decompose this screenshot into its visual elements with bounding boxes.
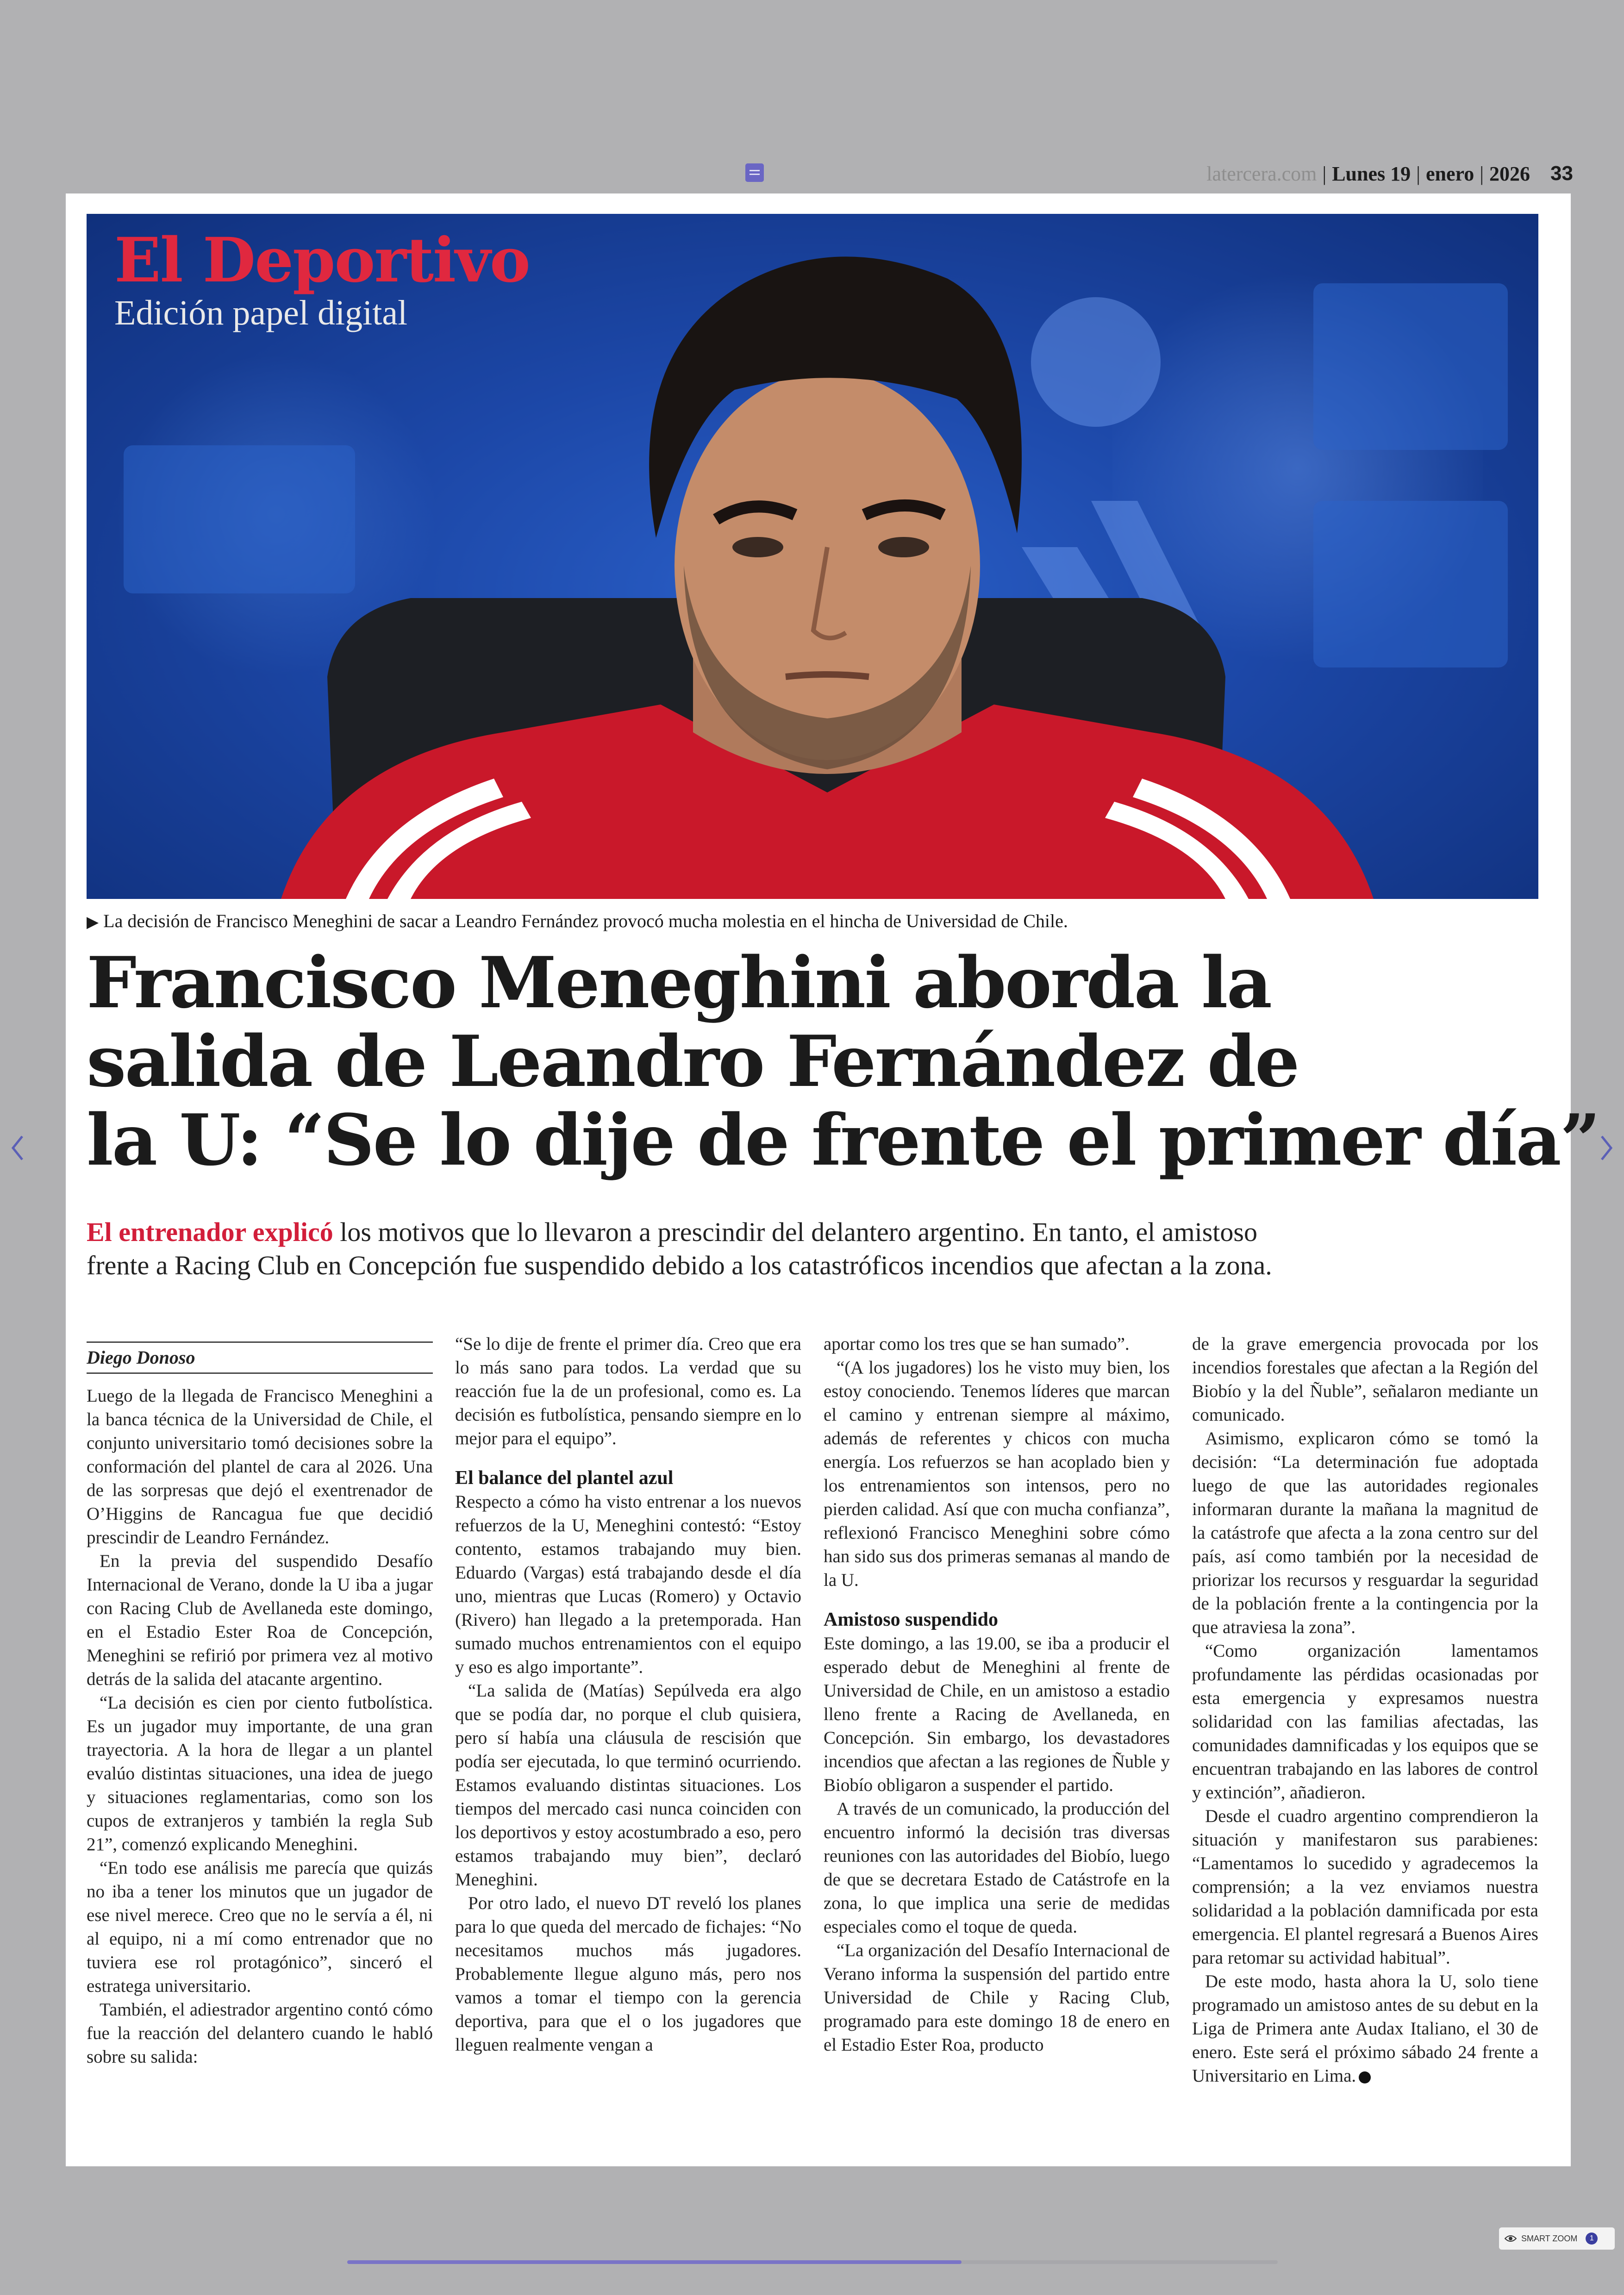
smart-zoom-label: SMART ZOOM (1521, 2233, 1578, 2243)
article-lede: El entrenador explicó los motivos que lo llevaron a prescindir del delantero argentino. En tanto, el amistoso frente a Racing Club en Concepción fue suspendido debido a los catastróficos incendios que afectan a la zona. (87, 1217, 1272, 1280)
paragraph: Luego de la llegada de Francisco Meneghini a la banca técnica de la Universidad de Chile, el conjunto universitario tomó decisiones sobre la conformación del plantel de cara al 2026. Una de las sorpresas que dejó el exentrenador de O’Higgins de Rancagua fue que decidió prescindir de Leandro Fernández. (87, 1386, 433, 1547)
paragraph: Por otro lado, el nuevo DT reveló los planes para lo que queda del mercado de fichajes: “No necesitamos muchos más jugadores. Probablemente llegue alguno más, pero nos vamos a tomar el tiempo con la gerencia deportiva, para que el o los jugadores que lleguen realmente vengan a (455, 1893, 801, 2055)
paragraph: de la grave emergencia provocada por los incendios forestales que afectan a la Región del Biobío y la del Ñuble”, señalaron mediante un comunicado. (1192, 1334, 1538, 1425)
paragraph: De este modo, hasta ahora la U, solo tiene programado un amistoso antes de su debut en la Liga de Primera ante Audax Italiano, el 30 de enero. Este será el próximo sábado 24 frente a Universitario en Lima. (1192, 1971, 1538, 2086)
paragraph: “La decisión es cien por ciento futbolística. Es un jugador muy importante, de una gran trayectoria. A la hora de llegar a un plantel evalúo distintas situaciones, una idea de juego y situaciones reglamentarias, como son los cupos de extranjeros y también la regla Sub 21”, comenzó explicando Meneghini. (87, 1693, 433, 1854)
subhead: Amistoso suspendido (824, 1609, 998, 1630)
end-mark-icon (1359, 2071, 1371, 2083)
brand-subtitle: Edición papel digital (114, 293, 408, 332)
headline-line: la U: “Se lo dije de frente el primer día” (87, 1098, 1599, 1181)
photo-caption: ▶ La decisión de Francisco Meneghini de sacar a Leandro Fernández provocó mucha molestia en el hincha de Universidad de Chile. (87, 911, 1068, 931)
brand-block (114, 225, 530, 333)
reading-progress-fill (347, 2260, 962, 2264)
prev-page-button[interactable] (8, 1132, 27, 1164)
article-photo (87, 214, 1538, 899)
lede-highlight: El entrenador explicó (87, 1217, 333, 1247)
paragraph: “(A los jugadores) los he visto muy bien, los estoy conociendo. Tenemos líderes que marcan el camino y entrenan siempre al máximo, además de referentes y chicos con mucha energía. Los refuerzos se han acoplado bien y los entrenamientos son intensos, pero no pierden calidad. Así que con mucha confianza”, reflexionó Francisco Meneghini sobre cómo han sido sus dos primeras semanas al mando de la U. (824, 1358, 1170, 1590)
paragraph: “En todo ese análisis me parecía que quizás no iba a tener los minutos que un jugador de ese nivel merece. Creo que no le servía a él, ni al equipo, ni a mí como entrenador que no tuviera ese rol protagónico”, sinceró el estratega universitario. (87, 1858, 433, 1996)
byline: Diego Donoso (87, 1341, 433, 1374)
caption-arrow-icon: ▶ (87, 914, 99, 931)
paragraph: “Se lo dije de frente el primer día. Creo que era lo más sano para todos. La verdad que su reacción fue la de un profesional, como es. La decisión es futbolística, pensando siempre en lo mejor para el equipo”. (455, 1334, 801, 1448)
text-column-3 (824, 1332, 1170, 2147)
header-year: 2026 (1489, 162, 1530, 185)
text-column-4 (1192, 1332, 1538, 2147)
paragraph: aportar como los tres que se han sumado”. (824, 1334, 1130, 1354)
paragraph: Desde el cuadro argentino comprendieron la situación y manifestaron sus parabienes: “Lamentamos lo sucedido y agradecemos la comprensión; a la vez enviamos nuestra solidaridad a la población damnificada por esta emergencia. El plantel regresará a Buenos Aires para retomar su actividad habitual”. (1192, 1806, 1538, 1968)
smart-zoom-button[interactable] (1499, 2227, 1615, 2250)
paragraph: Este domingo, a las 19.00, se iba a producir el esperado debut de Meneghini al frente de Universidad de Chile, en un amistoso a estadio lleno frente a Racing de Avellaneda, en Concepción. Sin embargo, los devastadores incendios que afectan a las regiones de Ñuble y Biobío obligaron a suspender el partido. (824, 1634, 1170, 1795)
text-column-1 (87, 1332, 433, 2147)
site-name: latercera.com (1206, 162, 1317, 185)
paragraph: También, el adiestrador argentino contó cómo fue la reacción del delantero cuando le habló sobre su salida: (87, 2000, 433, 2067)
article-headline (87, 941, 1599, 1181)
header-month: enero (1425, 162, 1474, 185)
text-column-2 (455, 1332, 801, 2147)
page-number: 33 (1550, 162, 1573, 185)
paragraph: En la previa del suspendido Desafío Internacional de Verano, donde la U iba a jugar con Racing Club de Avellaneda este domingo, en el Estadio Ester Roa de Concepción, Meneghini se refirió por primera vez al motivo detrás de la salida del atacante argentino. (87, 1551, 433, 1689)
headline-line: Francisco Meneghini aborda la (87, 941, 1271, 1024)
page-header: latercera.com | Lunes 19 | enero | 2026 33 (1206, 162, 1573, 185)
chevron-right-icon (1597, 1132, 1616, 1164)
eye-icon (1505, 2234, 1517, 2243)
header-day: Lunes 19 (1332, 162, 1411, 185)
smart-zoom-badge: 1 (1586, 2233, 1598, 2245)
paragraph: Respecto a cómo ha visto entrenar a los nuevos refuerzos de la U, Meneghini contestó: “Estoy contento, estamos trabajando muy bien. Eduardo (Vargas) está trabajando desde el día uno, mientras que Lucas (Romero) y Octavio (Rivero) han llegado a la pretemporada. Han sumado muchos entrenamientos con el equipo y eso es algo importante”. (455, 1492, 801, 1677)
article-body (87, 1332, 1538, 2147)
paragraph: “La salida de (Matías) Sepúlveda era algo que se podía dar, no porque el club quisiera, pero sí había una cláusula de rescisión que podía ser ejecutada, lo que terminó ocurriendo. Estamos evaluando distintas situaciones. Los tiempos del mercado casi nunca coinciden con los deportivos y estoy acostumbrado a eso, pero estamos trabajando muy bien”, declaró Meneghini. (455, 1681, 801, 1890)
paragraph: “La organización del Desafío Internacional de Verano informa la suspensión del partido entre Universidad de Chile y Racing Club, programado para este domingo 18 de enero en el Estadio Ester Roa, producto (824, 1940, 1170, 2055)
paragraph: “Como organización lamentamos profundamente las pérdidas ocasionadas por esta emergencia y expresamos nuestra solidaridad con las familias afectadas, las comunidades damnificadas y los equipos que se encuentran trabajando en las labores de control y extinción”, añadieron. (1192, 1641, 1538, 1802)
notes-icon[interactable] (745, 163, 764, 182)
subhead: El balance del plantel azul (455, 1467, 674, 1489)
paragraph: A través de un comunicado, la producción del encuentro informó la decisión tras diversas reuniones con las autoridades del Biobío, luego de que se decretara Estado de Catástrofe en la zona, lo que implica una serie de medidas especiales como el toque de queda. (824, 1799, 1170, 1937)
chevron-left-icon (8, 1132, 27, 1164)
paragraph: Asimismo, explicaron cómo se tomó la decisión: “La determinación fue adoptada luego de que las autoridades regionales informaran durante la mañana la magnitud de la catástrofe que afecta a la zona centro sur del país, así como también por la necesidad de priorizar los recursos y resguardar la seguridad de la población frente a la contingencia por la que atraviesa la zona”. (1192, 1428, 1538, 1637)
brand-title: El Deportivo (114, 225, 530, 296)
newspaper-page (66, 193, 1599, 2166)
headline-line: salida de Leandro Fernández de (87, 1020, 1299, 1103)
next-page-button[interactable] (1597, 1132, 1616, 1164)
